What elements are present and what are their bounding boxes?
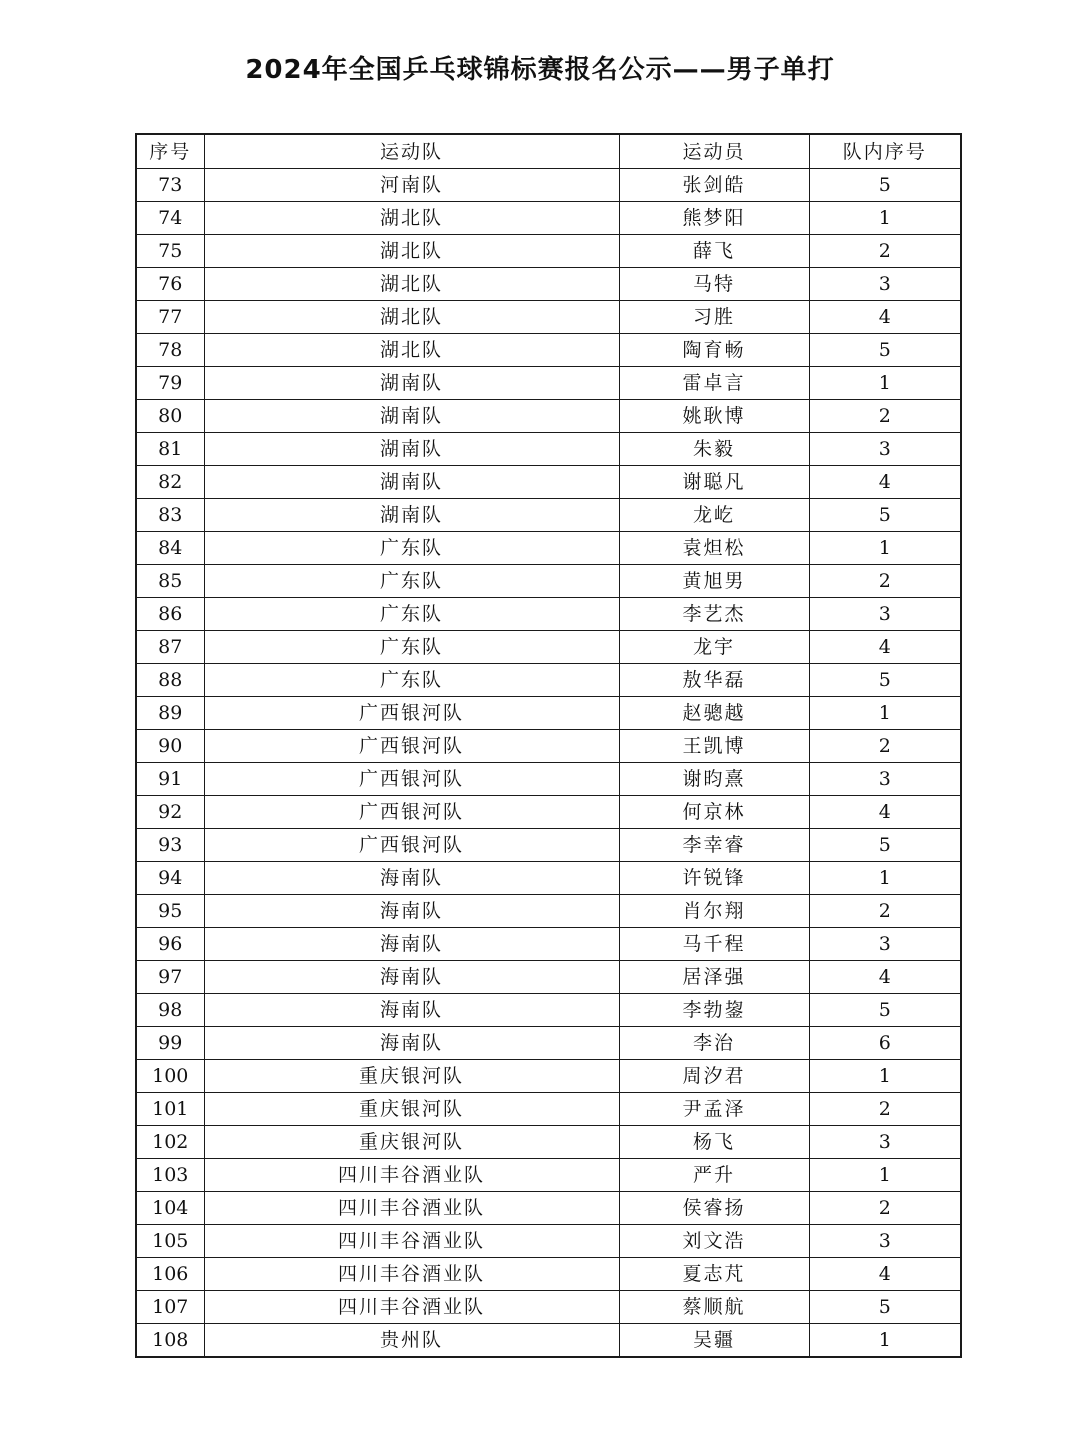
cell-seq: 85	[136, 565, 204, 598]
cell-team: 海南队	[204, 994, 619, 1027]
table-row	[136, 433, 961, 466]
table-row	[136, 961, 961, 994]
table-row	[136, 598, 961, 631]
cell-team: 湖北队	[204, 202, 619, 235]
cell-team: 四川丰谷酒业队	[204, 1258, 619, 1291]
cell-order: 2	[809, 565, 961, 598]
cell-player: 夏志芃	[619, 1258, 809, 1291]
cell-seq: 99	[136, 1027, 204, 1060]
cell-seq: 81	[136, 433, 204, 466]
cell-order: 4	[809, 961, 961, 994]
header-order: 队内序号	[809, 134, 961, 169]
cell-player: 何京林	[619, 796, 809, 829]
cell-seq: 82	[136, 466, 204, 499]
cell-seq: 108	[136, 1324, 204, 1358]
table-row	[136, 862, 961, 895]
cell-team: 湖北队	[204, 235, 619, 268]
cell-order: 5	[809, 664, 961, 697]
cell-seq: 86	[136, 598, 204, 631]
table-row	[136, 1225, 961, 1258]
cell-order: 3	[809, 1126, 961, 1159]
cell-order: 1	[809, 862, 961, 895]
cell-player: 李勃鋆	[619, 994, 809, 1027]
cell-order: 3	[809, 1225, 961, 1258]
cell-team: 广东队	[204, 664, 619, 697]
cell-seq: 102	[136, 1126, 204, 1159]
cell-seq: 98	[136, 994, 204, 1027]
cell-order: 1	[809, 1159, 961, 1192]
table-row	[136, 1060, 961, 1093]
cell-team: 四川丰谷酒业队	[204, 1291, 619, 1324]
cell-seq: 97	[136, 961, 204, 994]
cell-player: 居泽强	[619, 961, 809, 994]
cell-order: 2	[809, 730, 961, 763]
table-header	[136, 134, 961, 169]
cell-player: 龙屹	[619, 499, 809, 532]
cell-order: 3	[809, 598, 961, 631]
cell-seq: 90	[136, 730, 204, 763]
cell-team: 海南队	[204, 862, 619, 895]
cell-player: 敖华磊	[619, 664, 809, 697]
cell-team: 广西银河队	[204, 697, 619, 730]
cell-seq: 95	[136, 895, 204, 928]
table-row	[136, 532, 961, 565]
cell-team: 河南队	[204, 169, 619, 202]
table-row	[136, 1291, 961, 1324]
cell-order: 4	[809, 466, 961, 499]
cell-player: 朱毅	[619, 433, 809, 466]
header-seq: 序号	[136, 134, 204, 169]
cell-order: 4	[809, 796, 961, 829]
cell-seq: 101	[136, 1093, 204, 1126]
cell-order: 4	[809, 631, 961, 664]
header-team: 运动队	[204, 134, 619, 169]
cell-team: 广东队	[204, 631, 619, 664]
table-row	[136, 1192, 961, 1225]
cell-player: 张剑皓	[619, 169, 809, 202]
table-row	[136, 202, 961, 235]
table-row	[136, 796, 961, 829]
cell-player: 习胜	[619, 301, 809, 334]
cell-seq: 103	[136, 1159, 204, 1192]
cell-seq: 89	[136, 697, 204, 730]
cell-player: 龙宇	[619, 631, 809, 664]
cell-player: 李幸睿	[619, 829, 809, 862]
table-row	[136, 928, 961, 961]
cell-seq: 83	[136, 499, 204, 532]
cell-seq: 87	[136, 631, 204, 664]
table-row	[136, 367, 961, 400]
table-row	[136, 895, 961, 928]
cell-team: 海南队	[204, 1027, 619, 1060]
cell-seq: 84	[136, 532, 204, 565]
cell-seq: 73	[136, 169, 204, 202]
cell-order: 5	[809, 1291, 961, 1324]
table-header-row	[136, 134, 961, 169]
cell-seq: 93	[136, 829, 204, 862]
cell-player: 袁炟松	[619, 532, 809, 565]
cell-order: 1	[809, 532, 961, 565]
cell-order: 4	[809, 1258, 961, 1291]
cell-player: 吴疆	[619, 1324, 809, 1358]
cell-player: 尹孟泽	[619, 1093, 809, 1126]
cell-team: 重庆银河队	[204, 1126, 619, 1159]
cell-player: 马特	[619, 268, 809, 301]
cell-seq: 100	[136, 1060, 204, 1093]
cell-seq: 76	[136, 268, 204, 301]
cell-team: 重庆银河队	[204, 1093, 619, 1126]
cell-team: 四川丰谷酒业队	[204, 1225, 619, 1258]
cell-team: 广东队	[204, 565, 619, 598]
cell-order: 1	[809, 1060, 961, 1093]
cell-order: 5	[809, 169, 961, 202]
cell-order: 1	[809, 367, 961, 400]
cell-seq: 77	[136, 301, 204, 334]
table-row	[136, 631, 961, 664]
cell-team: 四川丰谷酒业队	[204, 1159, 619, 1192]
cell-player: 谢昀熹	[619, 763, 809, 796]
cell-order: 1	[809, 202, 961, 235]
table-row	[136, 565, 961, 598]
cell-order: 5	[809, 334, 961, 367]
cell-seq: 104	[136, 1192, 204, 1225]
cell-seq: 74	[136, 202, 204, 235]
cell-order: 5	[809, 994, 961, 1027]
cell-team: 海南队	[204, 895, 619, 928]
cell-player: 黄旭男	[619, 565, 809, 598]
cell-player: 陶育畅	[619, 334, 809, 367]
table-row	[136, 1324, 961, 1358]
cell-team: 贵州队	[204, 1324, 619, 1358]
cell-seq: 107	[136, 1291, 204, 1324]
cell-team: 广西银河队	[204, 763, 619, 796]
cell-player: 刘文浩	[619, 1225, 809, 1258]
cell-order: 2	[809, 895, 961, 928]
cell-team: 湖南队	[204, 367, 619, 400]
cell-player: 谢聪凡	[619, 466, 809, 499]
registration-table-container	[135, 133, 960, 1358]
cell-order: 4	[809, 301, 961, 334]
cell-player: 蔡顺航	[619, 1291, 809, 1324]
cell-player: 王凯博	[619, 730, 809, 763]
cell-team: 广西银河队	[204, 829, 619, 862]
cell-order: 2	[809, 1093, 961, 1126]
cell-player: 侯睿扬	[619, 1192, 809, 1225]
table-row	[136, 829, 961, 862]
table-row	[136, 400, 961, 433]
cell-order: 2	[809, 1192, 961, 1225]
cell-player: 薛飞	[619, 235, 809, 268]
cell-team: 湖南队	[204, 466, 619, 499]
cell-seq: 75	[136, 235, 204, 268]
cell-seq: 80	[136, 400, 204, 433]
cell-team: 重庆银河队	[204, 1060, 619, 1093]
page-title: 2024年全国乒乓球锦标赛报名公示——男子单打	[245, 55, 835, 85]
cell-player: 许锐锋	[619, 862, 809, 895]
table-row	[136, 499, 961, 532]
cell-order: 6	[809, 1027, 961, 1060]
cell-order: 3	[809, 763, 961, 796]
cell-player: 姚耿博	[619, 400, 809, 433]
cell-player: 熊梦阳	[619, 202, 809, 235]
cell-team: 海南队	[204, 928, 619, 961]
cell-order: 2	[809, 235, 961, 268]
cell-team: 海南队	[204, 961, 619, 994]
cell-player: 严升	[619, 1159, 809, 1192]
cell-player: 杨飞	[619, 1126, 809, 1159]
cell-player: 赵骢越	[619, 697, 809, 730]
cell-team: 湖南队	[204, 433, 619, 466]
cell-seq: 96	[136, 928, 204, 961]
table-row	[136, 268, 961, 301]
cell-order: 5	[809, 499, 961, 532]
cell-order: 3	[809, 928, 961, 961]
cell-player: 雷卓言	[619, 367, 809, 400]
cell-seq: 79	[136, 367, 204, 400]
cell-order: 5	[809, 829, 961, 862]
cell-team: 湖北队	[204, 268, 619, 301]
cell-player: 李艺杰	[619, 598, 809, 631]
registration-table	[135, 133, 962, 1358]
cell-team: 广东队	[204, 598, 619, 631]
cell-seq: 88	[136, 664, 204, 697]
table-row	[136, 1093, 961, 1126]
cell-order: 3	[809, 268, 961, 301]
cell-player: 周汐君	[619, 1060, 809, 1093]
table-row	[136, 1258, 961, 1291]
cell-order: 1	[809, 697, 961, 730]
cell-seq: 105	[136, 1225, 204, 1258]
cell-team: 湖南队	[204, 400, 619, 433]
table-row	[136, 235, 961, 268]
cell-seq: 94	[136, 862, 204, 895]
table-row	[136, 994, 961, 1027]
cell-team: 湖南队	[204, 499, 619, 532]
cell-player: 李治	[619, 1027, 809, 1060]
cell-team: 湖北队	[204, 334, 619, 367]
cell-seq: 91	[136, 763, 204, 796]
cell-player: 肖尔翔	[619, 895, 809, 928]
cell-player: 马千程	[619, 928, 809, 961]
table-row	[136, 1027, 961, 1060]
cell-order: 1	[809, 1324, 961, 1358]
cell-order: 3	[809, 433, 961, 466]
table-body	[136, 169, 961, 1358]
cell-seq: 78	[136, 334, 204, 367]
table-row	[136, 466, 961, 499]
cell-order: 2	[809, 400, 961, 433]
table-row	[136, 697, 961, 730]
table-row	[136, 730, 961, 763]
table-row	[136, 763, 961, 796]
table-row	[136, 169, 961, 202]
table-row	[136, 1159, 961, 1192]
cell-seq: 92	[136, 796, 204, 829]
table-row	[136, 301, 961, 334]
cell-seq: 106	[136, 1258, 204, 1291]
table-row	[136, 334, 961, 367]
table-row	[136, 1126, 961, 1159]
header-player: 运动员	[619, 134, 809, 169]
cell-team: 广西银河队	[204, 730, 619, 763]
cell-team: 广西银河队	[204, 796, 619, 829]
cell-team: 湖北队	[204, 301, 619, 334]
cell-team: 广东队	[204, 532, 619, 565]
cell-team: 四川丰谷酒业队	[204, 1192, 619, 1225]
table-row	[136, 664, 961, 697]
